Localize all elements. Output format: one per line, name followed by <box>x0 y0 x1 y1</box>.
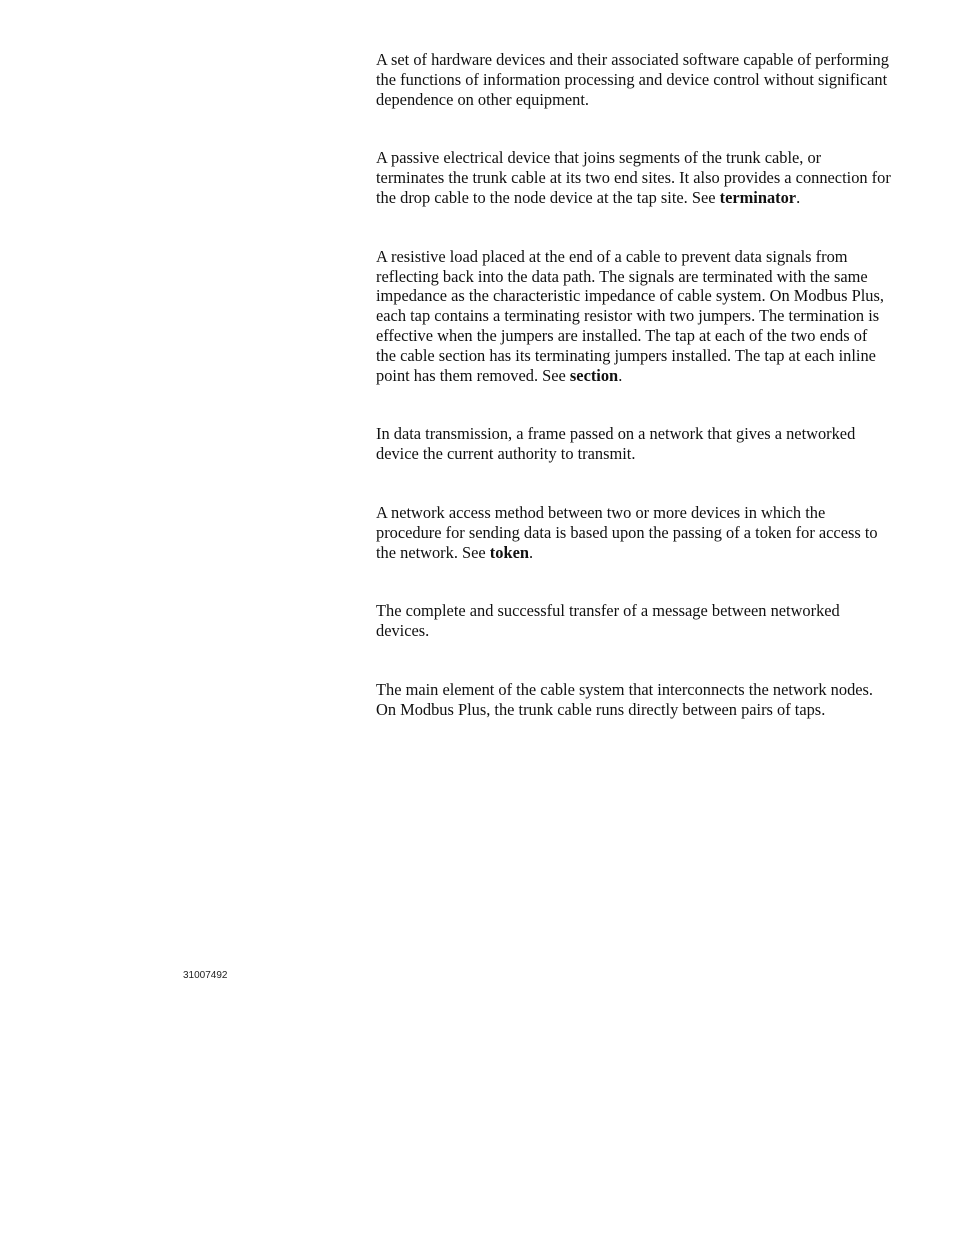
definition-text: In data transmission, a frame passed on a network that gives a networked device the current authority to transmit. <box>376 424 856 464</box>
definition-token-passing <box>376 503 891 562</box>
glossary-definitions <box>376 50 891 720</box>
definition-terminator <box>376 247 891 386</box>
definition-text: A passive electrical device that joins segments of the trunk cable, or terminates the trunk cable at its two end sites. It also provides a connection for the drop cable to the node device at the tap site. See <box>376 148 891 207</box>
definition-text: The main element of the cable system that interconnects the network nodes. On Modbus Plus, the trunk cable runs directly between pairs of taps. <box>376 679 874 719</box>
cross-reference-term: token <box>489 542 529 562</box>
definition-tap <box>376 148 891 207</box>
definition-punctuation: . <box>618 365 623 385</box>
definition-text: A set of hardware devices and their associated software capable of performing the functions of information processing and device control without significant dependence on other equipment. <box>376 50 889 109</box>
cross-reference-term: terminator <box>719 187 797 207</box>
definition-punctuation: . <box>528 542 534 562</box>
definition-token <box>376 424 891 464</box>
definition-punctuation: . <box>796 187 801 207</box>
definition-text: A network access method between two or more devices in which the procedure for sending data is based upon the passing of a token for access to the network. See <box>376 502 878 562</box>
document-number: 31007492 <box>183 970 228 981</box>
definition-node <box>376 50 891 109</box>
definition-text: The complete and successful transfer of a message between networked devices. <box>376 601 840 641</box>
definition-trunk-cable <box>376 680 891 720</box>
definition-transaction <box>376 601 891 641</box>
cross-reference-term: section <box>569 365 619 385</box>
definition-text: A resistive load placed at the end of a cable to prevent data signals from reflecting back into the data path. The signals are terminated with the same impedance as the characteristic impedance of cable system. On Modbus Plus, each tap contains a terminating resistor with two jumpers. The termination is effective when the jumpers are installed. The tap at each of the two ends of the cable section has its terminating jumpers installed. The tap at each inline point has them removed. See <box>376 246 884 385</box>
